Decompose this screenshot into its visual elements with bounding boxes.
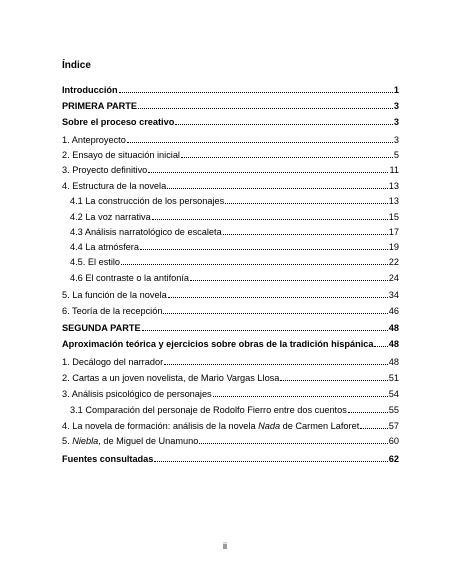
toc-entry-page: 15 (388, 212, 399, 222)
toc-dot-leader (181, 157, 393, 158)
toc-dot-leader (280, 380, 387, 381)
toc-entry[interactable] (70, 195, 399, 207)
toc-entry-label: Sobre el proceso creativo (62, 117, 175, 127)
toc-entry-label: SEGUNDA PARTE (62, 323, 141, 333)
toc-dot-leader (148, 172, 388, 173)
toc-entry-page: 19 (388, 242, 399, 252)
toc-entry-label: 6. Teoría de la recepción (62, 306, 163, 316)
toc-entry-label: Fuentes consultadas (62, 454, 154, 464)
toc-entry-page: 13 (388, 196, 399, 206)
toc-entry-label: 2. Ensayo de situación inicial (62, 150, 180, 160)
toc-dot-leader (348, 412, 388, 413)
toc-entry[interactable] (62, 372, 399, 384)
toc-entry-label (62, 420, 359, 432)
toc-dot-leader (164, 364, 388, 365)
toc-entry-label: PRIMERA PARTE (62, 101, 138, 111)
toc-entry-label: 4.5. El estilo (70, 257, 121, 267)
toc-entry[interactable] (70, 226, 399, 238)
toc-entry-label-part: 5. (62, 436, 73, 446)
toc-dot-leader (167, 188, 388, 189)
toc-entry-page: 5 (393, 150, 399, 160)
toc-entry-label: 4.2 La voz narrativa (70, 212, 151, 222)
toc-entry-page: 48 (388, 357, 399, 367)
toc-entry-label-part: , de Miguel de Unamuno (98, 436, 199, 446)
toc-dot-leader (190, 280, 388, 281)
toc-entry-label: 2. Cartas a un joven novelista, de Mario Vargas Llosa (62, 373, 280, 383)
toc-entry-page: 51 (388, 373, 399, 383)
toc-entry-page: 57 (388, 421, 399, 431)
toc-entry-page: 11 (389, 165, 399, 175)
toc-entry-page: 48 (388, 323, 399, 333)
toc-entry[interactable] (62, 420, 399, 432)
toc-entry-label: 3. Proyecto definitivo (62, 165, 148, 175)
toc-entry[interactable] (62, 289, 399, 301)
toc-entry-page: 17 (388, 227, 399, 237)
toc-entry-page: 46 (388, 306, 399, 316)
toc-entry-label: 1. Anteproyecto (62, 135, 126, 145)
toc-entry[interactable] (70, 256, 399, 268)
toc-entry-page: 24 (388, 273, 399, 283)
toc-dot-leader (119, 92, 393, 93)
toc-entry[interactable] (62, 338, 399, 350)
toc-title: Índice (62, 60, 91, 71)
toc-entry-label: Introducción (62, 85, 118, 95)
toc-dot-leader (175, 124, 393, 125)
toc-entry[interactable] (62, 164, 399, 176)
toc-entry-label: 5. La función de la novela (62, 290, 167, 300)
toc-entry-label: 4. Estructura de la novela (62, 181, 167, 191)
toc-dot-leader (138, 108, 393, 109)
toc-dot-leader (152, 219, 388, 220)
toc-entry-label: 3. Análisis psicológico de personajes (62, 389, 212, 399)
toc-entry[interactable] (62, 435, 399, 447)
toc-dot-leader (154, 461, 387, 462)
toc-dot-leader (225, 203, 388, 204)
toc-entry-label-part: 4. La novela de formación: análisis de la novela (62, 421, 259, 431)
toc-entry[interactable] (62, 453, 399, 465)
toc-entry[interactable] (62, 100, 399, 112)
toc-entry[interactable] (62, 180, 399, 192)
page-number: ii (223, 541, 227, 551)
toc-entry-page: 3 (393, 135, 399, 145)
toc-entry-page: 55 (388, 405, 399, 415)
toc-dot-leader (374, 346, 387, 347)
toc-dot-leader (163, 313, 387, 314)
toc-entry-label: 4.4 La atmósfera (70, 242, 139, 252)
toc-entry-label: 3.1 Comparación del personaje de Rodolfo Fierro entre dos cuentos (70, 405, 347, 415)
toc-entry-page: 1 (393, 85, 399, 95)
toc-entry-label: Aproximación teórica y ejercicios sobre obras de la tradición hispánica (62, 339, 374, 349)
toc-entry-label (62, 435, 198, 447)
toc-dot-leader (213, 396, 388, 397)
toc-entry[interactable] (70, 211, 399, 223)
toc-entry-label-italic: Nada (258, 421, 281, 431)
toc-dot-leader (142, 330, 388, 331)
toc-entry-label: 4.1 La construcción de los personajes (70, 196, 225, 206)
toc-entry-label: 1. Decálogo del narrador (62, 357, 164, 367)
toc-entry[interactable] (70, 404, 399, 416)
toc-dot-leader (127, 142, 393, 143)
toc-entry[interactable] (70, 241, 399, 253)
toc-entry[interactable] (62, 322, 399, 334)
toc-entry[interactable] (62, 356, 399, 368)
toc-entry-page: 62 (388, 454, 399, 464)
toc-entry-label-italic: Niebla (72, 436, 99, 446)
toc-entry[interactable] (70, 272, 399, 284)
toc-entry[interactable] (62, 149, 399, 161)
toc-entry[interactable] (62, 305, 399, 317)
toc-entry-label-part: de Carmen Laforet (280, 421, 360, 431)
toc-dot-leader (199, 443, 387, 444)
toc-entry-page: 60 (388, 436, 399, 446)
toc-entry-page: 3 (393, 117, 399, 127)
toc-entry-page: 22 (388, 257, 399, 267)
toc-entry-label: 4.3 Análisis narratológico de escaleta (70, 227, 222, 237)
toc-dot-leader (168, 297, 388, 298)
toc-entry-label: 4.6 El contraste o la antifonía (70, 273, 190, 283)
toc-entry-page: 13 (388, 181, 399, 191)
toc-entry-page: 34 (388, 290, 399, 300)
toc-entry[interactable] (62, 134, 399, 146)
toc-entry[interactable] (62, 84, 399, 96)
toc-dot-leader (140, 249, 388, 250)
toc-entry-page: 48 (388, 339, 399, 349)
toc-dot-leader (121, 264, 388, 265)
toc-entry-page: 54 (388, 389, 399, 399)
toc-dot-leader (223, 234, 388, 235)
toc-entry-page: 3 (393, 101, 399, 111)
toc-dot-leader (360, 428, 388, 429)
toc-entry[interactable] (62, 116, 399, 128)
toc-entry[interactable] (62, 388, 399, 400)
